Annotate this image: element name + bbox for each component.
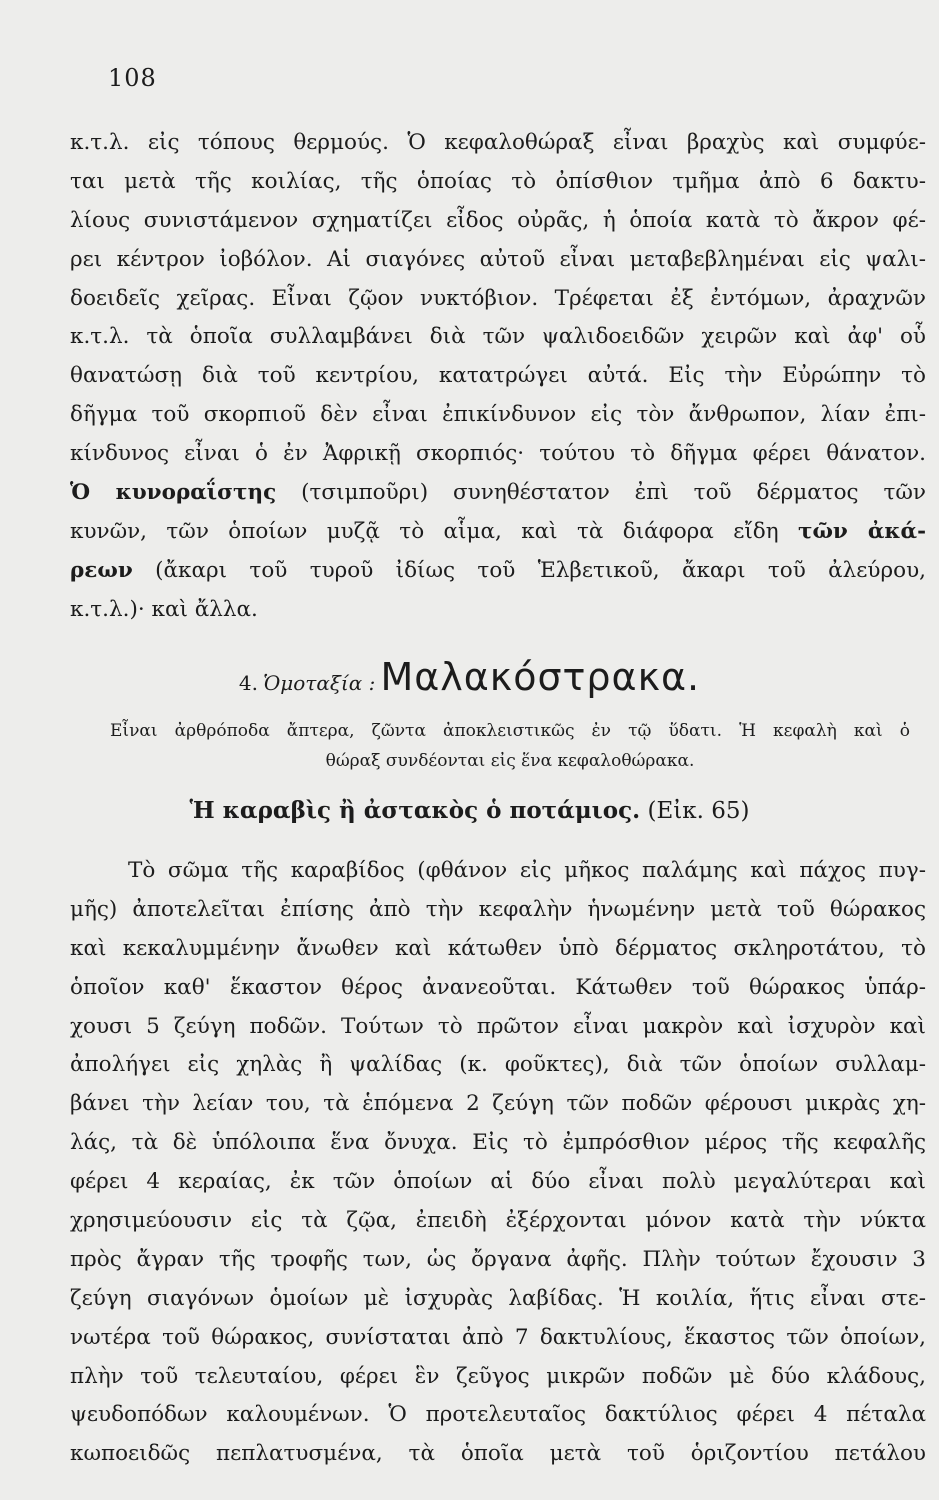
paragraph-crayfish xyxy=(70,852,926,1474)
text-line: ψευδοπόδων καλουμένων. Ὁ προτελευταῖος δακτύλιος φέρει 4 πέταλα xyxy=(70,1402,926,1428)
text-line: ζεύγη σιαγόνων ὁμοίων μὲ ἰσχυρὰς λαβίδας. Ἡ κοιλία, ἥτις εἶναι στε- xyxy=(70,1285,926,1311)
section-description xyxy=(110,716,910,776)
text-line: ται μετὰ τῆς κοιλίας, τῆς ὁποίας τὸ ὀπίσθιον τμῆμα ἀπὸ 6 δακτυ- xyxy=(70,168,926,194)
page-number: 108 xyxy=(108,64,157,92)
text-line: ἀπολήγει εἰς χηλὰς ἢ ψαλίδας (κ. φοῦκτες), διὰ τῶν ὁποίων συλλαμ- xyxy=(70,1052,926,1078)
term-kynoraistis: Ὁ κυνοραΐστης xyxy=(70,480,277,506)
term-akareon-end: ρεων xyxy=(70,557,133,583)
text-line: φέρει 4 κεραίας, ἐκ τῶν ὁποίων αἱ δύο εἶναι πολὺ μεγαλύτεραι καὶ xyxy=(70,1169,926,1195)
text-line: κ.τ.λ. εἰς τόπους θερμούς. Ὁ κεφαλοθώραξ εἶναι βραχὺς καὶ συμφύε- xyxy=(70,130,926,155)
subheading-title: Ἡ καραβὶς ἢ ἀστακὸς ὁ ποτάμιος. xyxy=(189,797,641,824)
text-run: (τσιμποῦρι) συνηθέστατον ἐπὶ τοῦ δέρματος τῶν xyxy=(276,480,926,506)
text-line: λάς, τὰ δὲ ὑπόλοιπα ἕνα ὄνυχα. Εἰς τὸ ἐμπρόσθιον μέρος τῆς κεφαλῆς xyxy=(70,1130,926,1156)
text-line: πλὴν τοῦ τελευταίου, φέρει ἓν ζεῦγος μικρῶν ποδῶν μὲ δύο κλάδους, xyxy=(70,1363,926,1389)
text-line: κωποειδῶς πεπλατυσμένα, τὰ ὁποῖα μετὰ τοῦ ὁριζοντίου πετάλου xyxy=(70,1441,926,1467)
paragraph-scorpion xyxy=(70,124,926,630)
section-label: Ὁμοταξία : xyxy=(263,671,376,695)
text-line: ρει κέντρον ἰοβόλον. Αἱ σιαγόνες αὐτοῦ εἶναι μεταβεβλημέναι εἰς ψαλι- xyxy=(70,246,926,272)
section-title: Μαλακόστρακα. xyxy=(380,655,701,699)
text-line: ὁποῖον καθ' ἕκαστον θέρος ἀνανεοῦται. Κάτωθεν τοῦ θώρακος ὑπάρ- xyxy=(70,974,926,1000)
text-line: Τὸ σῶμα τῆς καραβίδος (φθάνον εἰς μῆκος παλάμης καὶ πάχος πυγ- xyxy=(128,858,926,883)
text-line: χουσι 5 ζεύγη ποδῶν. Τούτων τὸ πρῶτον εἶναι μακρὸν καὶ ἰσχυρὸν καὶ xyxy=(70,1013,926,1039)
text-line: κ.τ.λ. τὰ ὁποῖα συλλαμβάνει διὰ τῶν ψαλιδοειδῶν χειρῶν καὶ ἀφ' οὗ xyxy=(70,324,926,350)
text-line: χρησιμεύουσιν εἰς τὰ ζῷα, ἐπειδὴ ἐξέρχονται μόνον κατὰ τὴν νύκτα xyxy=(70,1208,926,1234)
text-line: θανατώσῃ διὰ τοῦ κεντρίου, κατατρώγει αὐτά. Εἰς τὴν Εὐρώπην τὸ xyxy=(70,363,926,389)
section-number: 4. xyxy=(238,671,258,695)
text-line: λίους συνιστάμενον σχηματίζει εἶδος οὐρᾶς, ἡ ὁποία κατὰ τὸ ἄκρον φέ- xyxy=(70,207,926,233)
text-line xyxy=(70,552,926,591)
text-line: βάνει τὴν λείαν του, τὰ ἑπόμενα 2 ζεύγη τῶν ποδῶν φέρουσι μικρὰς χη- xyxy=(70,1091,926,1117)
text-line: Εἶναι ἀρθρόποδα ἄπτερα, ζῶντα ἀποκλειστικῶς ἐν τῷ ὕδατι. Ἡ κεφαλὴ καὶ ὁ xyxy=(110,721,910,741)
text-run: κυνῶν, τῶν ὁποίων μυζᾷ τὸ αἷμα, καὶ τὰ διάφορα εἴδη xyxy=(70,518,798,544)
text-line: δῆγμα τοῦ σκορπιοῦ δὲν εἶναι ἐπικίνδυνον εἰς τὸν ἄνθρωπον, λίαν ἐπι- xyxy=(70,402,926,428)
text-line xyxy=(70,474,926,513)
text-line: δοειδεῖς χεῖρας. Εἶναι ζῷον νυκτόβιον. Τρέφεται ἐξ ἐντόμων, ἀραχνῶν xyxy=(70,285,926,311)
text-line: νωτέρα τοῦ θώρακος, συνίσταται ἀπὸ 7 δακτυλίους, ἕκαστος τῶν ὁποίων, xyxy=(70,1324,926,1350)
text-line: κ.τ.λ.)· καὶ ἄλλα. xyxy=(70,596,258,622)
figure-reference: (Εἰκ. 65) xyxy=(640,798,750,824)
text-line: καὶ κεκαλυμμένην ἄνωθεν καὶ κάτωθεν ὑπὸ δέρματος σκληροτάτου, τὸ xyxy=(70,935,926,961)
section-heading xyxy=(0,652,939,702)
text-line: μῆς) ἀποτελεῖται ἐπίσης ἀπὸ τὴν κεφαλὴν ἡνωμένην μετὰ τοῦ θώρακος xyxy=(70,896,926,922)
text-line: θώραξ συνδέονται εἰς ἕνα κεφαλοθώρακα. xyxy=(325,751,695,771)
term-akareon: τῶν ἀκά- xyxy=(797,518,927,544)
subheading-crayfish xyxy=(0,786,939,836)
text-line xyxy=(70,513,926,552)
text-line: κίνδυνος εἶναι ὁ ἐν Ἀφρικῇ σκορπιός· τούτου τὸ δῆγμα φέρει θάνατον. xyxy=(70,441,926,467)
text-line: πρὸς ἄγραν τῆς τροφῆς των, ὡς ὄργανα ἀφῆς. Πλὴν τούτων ἔχουσιν 3 xyxy=(70,1246,926,1272)
text-run: (ἄκαρι τοῦ τυροῦ ἰδίως τοῦ Ἑλβετικοῦ, ἄκαρι τοῦ ἀλεύρου, xyxy=(132,557,926,583)
